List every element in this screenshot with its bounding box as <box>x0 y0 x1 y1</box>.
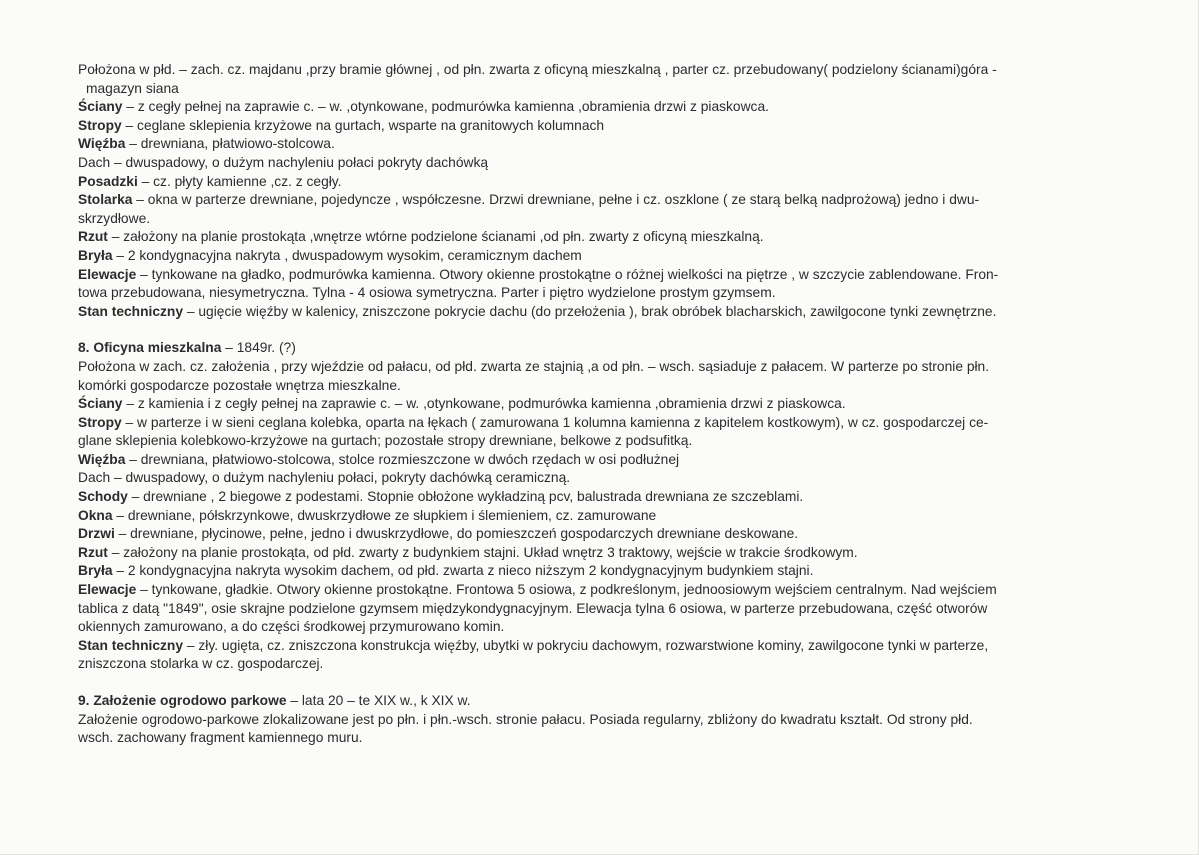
text-line <box>78 655 1158 674</box>
line-text: – w parterze i w sieni ceglana kolebka, oparta na łękach ( zamurowana 1 kolumna kamienna z kapitelem kostkowym), w cz. gospodarczej ce- <box>121 414 989 430</box>
text-line <box>78 488 1158 507</box>
line-text: – drewniana, płatwiowo-stolcowa, stolce rozmieszczone w dwóch rzędach w osi podłużnej <box>125 451 680 467</box>
line-text: – z cegły pełnej na zaprawie c. – w. ,otynkowane, podmurówka kamienna ,obramienia drzwi z piaskowca. <box>122 99 769 115</box>
line-text: Dach – dwuspadowy, o dużym nachyleniu połaci pokryty dachówką <box>78 154 489 170</box>
line-text: – ceglane sklepienia krzyżowe na gurtach, wsparte na granitowych kolumnach <box>121 117 605 133</box>
bold-term: Stropy <box>78 414 122 430</box>
text-line <box>78 358 1158 377</box>
line-text: – ugięcie więźby w kalenicy, zniszczone pokrycie dachu (do przełożenia ), brak obróbek blacharskich, zawilgocone tynki zewnętrzne. <box>183 303 997 319</box>
line-text: wsch. zachowany fragment kamiennego muru. <box>78 730 363 746</box>
line-text: Położona w płd. – zach. cz. majdanu ,przy bramie głównej , od płn. zwarta z oficyną mieszkalną , parter cz. przebudowany( podzielony ścianami)góra - <box>78 62 997 77</box>
line-text: – drewniane , 2 biegowe z podestami. Stopnie obłożone wykładziną pcv, balustrada drewniana ze szczeblami. <box>127 489 804 505</box>
bold-term: Więźba <box>78 451 126 467</box>
paragraph-gap <box>78 674 1158 692</box>
line-text: Założenie ogrodowo-parkowe zlokalizowane jest po płn. i płn.-wsch. stronie pałacu. Posiada regularny, zbliżony do kwadratu kształt. Od strony płd. <box>78 711 973 727</box>
line-text: Dach – dwuspadowy, o dużym nachyleniu połaci, pokryty dachówką ceramiczną. <box>78 470 571 486</box>
text-line <box>78 284 1158 303</box>
line-text: – tynkowane na gładko, podmurówka kamienna. Otwory okienne prostokątne o różnej wielkości na piętrze , w szczycie zablendowane. Fron- <box>136 266 999 282</box>
line-text: – drewniana, płatwiowo-stolcowa. <box>125 136 335 152</box>
bold-term: Elewacje <box>78 582 137 598</box>
line-text: – założony na planie prostokąta ,wnętrze wtórne podzielone ścianami ,od płn. zwarty z oficyną mieszkalną. <box>107 229 764 245</box>
text-line <box>78 266 1158 285</box>
line-text: – założony na planie prostokąta, od płd. zwarty z budynkiem stajni. Układ wnętrz 3 traktowy, wejście w trakcie środkowym. <box>107 544 858 560</box>
bold-term: Ściany <box>78 99 123 115</box>
text-line <box>78 191 1158 210</box>
paragraph-gap <box>78 321 1158 339</box>
bold-term: Schody <box>78 489 128 505</box>
line-text: – 2 kondygnacyjna nakryta wysokim dachem, od płd. zwarta z nieco niższym 2 kondygnacyjnym budynkiem stajni. <box>112 563 814 579</box>
text-line <box>78 154 1158 173</box>
text-line <box>78 544 1158 563</box>
text-line <box>78 729 1158 748</box>
text-line <box>78 61 1158 80</box>
text-line <box>78 432 1158 451</box>
text-line <box>78 395 1158 414</box>
text-line <box>78 80 1158 99</box>
line-text: tablica z datą "1849", osie skrajne podzielone gzymsem międzykondygnacyjnym. Elewacja tylna 6 osiowa, w parterze przebudowana, część otworów <box>78 600 988 616</box>
text-line <box>78 228 1158 247</box>
bold-term: Okna <box>78 507 113 523</box>
text-line <box>78 507 1158 526</box>
line-text: – okna w parterze drewniane, pojedyncze , współczesne. Drzwi drewniane, pełne i cz. oszklone ( ze starą belką nadprożową) jedno i dwu- <box>132 192 980 208</box>
text-line <box>78 451 1158 470</box>
bold-term: Stolarka <box>78 192 133 208</box>
bold-term: 9. Założenie ogrodowo parkowe <box>78 693 287 708</box>
text-line <box>78 173 1158 192</box>
text-line <box>78 247 1158 266</box>
text-line <box>78 98 1158 117</box>
text-line <box>78 692 1158 711</box>
text-line <box>78 339 1158 358</box>
line-text: glane sklepienia kolebkowo-krzyżowe na gurtach; pozostałe stropy drewniane, belkowe z podsufitką. <box>78 433 693 449</box>
text-line <box>78 117 1158 136</box>
bold-term: Posadzki <box>78 173 138 189</box>
text-line <box>78 377 1158 396</box>
bold-term: Rzut <box>78 229 108 245</box>
bold-term: 8. Oficyna mieszkalna <box>78 340 222 356</box>
line-text: towa przebudowana, niesymetryczna. Tylna - 4 osiowa symetryczna. Parter i piętro wydzielone prostym gzymsem. <box>78 285 776 301</box>
line-text: – drewniane, płycinowe, pełne, jedno i dwuskrzydłowe, do pomieszczeń gospodarczych drewniane deskowane. <box>114 526 799 542</box>
bold-term: Drzwi <box>78 526 115 542</box>
text-line <box>78 135 1158 154</box>
text-line <box>78 600 1158 619</box>
line-text: – cz. płyty kamienne ,cz. z cegły. <box>137 173 342 189</box>
bold-term: Więźba <box>78 136 126 152</box>
bold-term: Bryła <box>78 247 113 263</box>
line-text: okiennych zamurowano, a do części środkowej przymurowano komin. <box>78 619 505 635</box>
text-line <box>78 414 1158 433</box>
bold-term: Ściany <box>78 396 123 412</box>
line-text: – z kamienia i z cegły pełnej na zaprawie c. – w. ,otynkowane, podmurówka kamienna ,obramienia drzwi z piaskowca. <box>122 396 846 412</box>
line-text: Położona w zach. cz. założenia , przy wjeździe od pałacu, od płd. zwarta ze stajnią ,a od płn. – wsch. sąsiaduje z pałacem. W parterze po stronie płn. <box>78 358 990 374</box>
line-text: magazyn siana <box>86 80 179 96</box>
text-line <box>78 581 1158 600</box>
line-text: – 2 kondygnacyjna nakryta , dwuspadowym wysokim, ceramicznym dachem <box>112 247 582 263</box>
line-text: – zły. ugięta, cz. zniszczona konstrukcja więźby, ubytki w pokryciu dachowym, rozwarstwione kominy, zawilgocone tynki w parterze, <box>183 637 989 653</box>
bold-term: Rzut <box>78 544 108 560</box>
text-line <box>78 637 1158 656</box>
text-line <box>78 525 1158 544</box>
bold-term: Bryła <box>78 563 113 579</box>
line-text: zniszczona stolarka w cz. gospodarczej. <box>78 656 324 672</box>
line-text: – drewniane, półskrzynkowe, dwuskrzydłowe ze słupkiem i ślemieniem, cz. zamurowane <box>112 507 657 523</box>
line-text: komórki gospodarcze pozostałe wnętrza mieszkalne. <box>78 377 401 393</box>
text-line <box>78 210 1158 229</box>
bold-term: Elewacje <box>78 266 137 282</box>
text-line <box>78 303 1158 322</box>
text-line <box>78 469 1158 488</box>
bold-term: Stan techniczny <box>78 303 184 319</box>
line-text: – lata 20 – te XIX w., k XIX w. <box>286 693 471 708</box>
text-line <box>78 562 1158 581</box>
line-text: skrzydłowe. <box>78 210 151 226</box>
text-line <box>78 711 1158 730</box>
bold-term: Stan techniczny <box>78 637 184 653</box>
document-body <box>78 61 1158 748</box>
bold-term: Stropy <box>78 117 122 133</box>
line-text: – 1849r. (?) <box>221 340 296 356</box>
line-text: – tynkowane, gładkie. Otwory okienne prostokątne. Frontowa 5 osiowa, z podkreślonym, jednoosiowym wejściem centralnym. Nad wejściem <box>136 582 997 598</box>
text-line <box>78 618 1158 637</box>
